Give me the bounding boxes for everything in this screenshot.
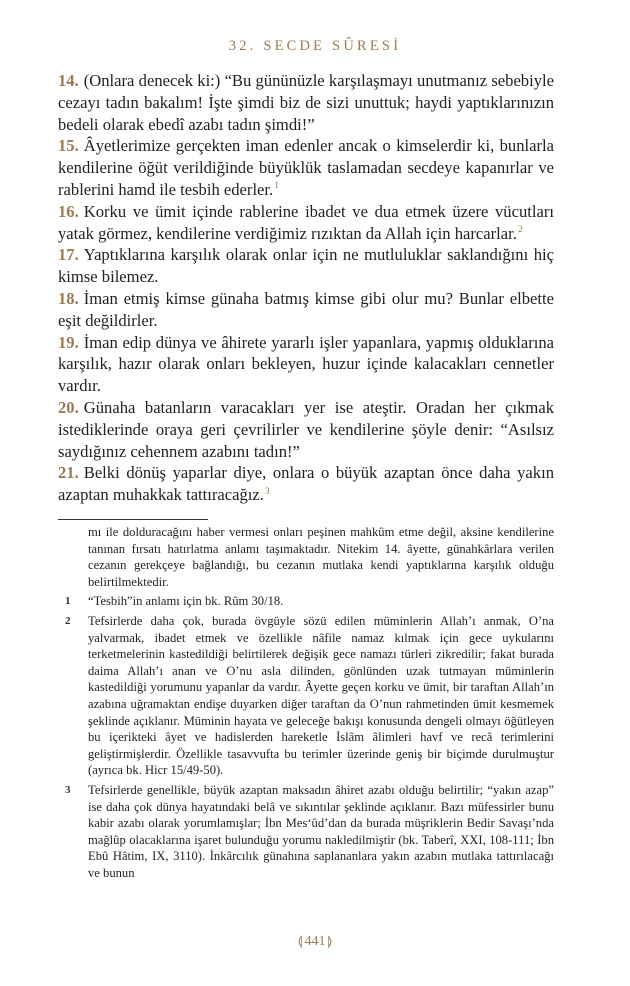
verse-text: İman etmiş kimse günaha batmış kimse gibi olur mu? Bunlar elbette eşit değildirler. <box>58 288 554 330</box>
verse-item <box>58 332 554 397</box>
verse-number: 20. <box>58 397 79 417</box>
page-header: 32. SECDE SÛRESİ <box>228 38 402 54</box>
page-number <box>0 933 630 950</box>
page-number-value: 441 <box>304 934 326 949</box>
verse-number: 19. <box>58 332 79 352</box>
footnote-item <box>58 782 554 882</box>
footnote-reference[interactable]: 1 <box>274 181 279 192</box>
footnote-text: Tefsirlerde daha çok, burada övgüyle sözü edilen müminlerin Allah’ı anmak, O’na yalvarmak, ibadet etmek ve özellikle nâfile namaz kılmak için gece uykularını terketmelerinin kastedildiği belirtilerek değişik gece namazı türleri zikredilir; fakat burada daima Allah’ı anan ve O’nu asla dilinden, gönlünden uzak tutmayan müminlerin kastedildiği yorumunu yapanlar da vardır. Âyette geçen korku ve ümit, bir taraftan Allah’ın azabına uğramaktan endişe duyarken diğer taraftan da O’nun rahmetinden ümit kesmemek şeklinde açıklanır. Müminin hayata ve geleceğe bakışı konusunda dengeli olmayı öğütleyen bu içerikteki âyet ve hadislerden hareketle İslâm âlimleri havf ve recâ terimlerini geliştirmişlerdir. Özellikle tasavvufta bu terimler üzerinde geniş bir biçimde durulmuştur (ayrıca bk. Hicr 15/49-50). <box>88 613 554 778</box>
verse-number: 17. <box>58 245 79 265</box>
footnote-reference[interactable]: 2 <box>517 225 523 236</box>
left-ornament-icon: ⟬ <box>297 933 303 948</box>
verse-item <box>58 135 554 200</box>
verse-text: Korku ve ümit içinde rablerine ibadet ve dua etmek üzere vücutları yatak görmez, kendilerine verdiğimiz rızıktan da Allah için harcarlar. <box>58 201 554 243</box>
verse-number: 14. <box>58 71 79 90</box>
footnote-reference[interactable]: 3 <box>264 486 270 497</box>
verse-item <box>58 244 554 288</box>
verse-text: (Onlara denecek ki:) “Bu gününüzle karşılaşmayı unutmanız sebebiyle cezayı tadın bakalım! İşte şimdi biz de sizi unuttuk; haydi yaptıklarınızın bedeli olarak ebedî azabı tadın şimdi!” <box>58 71 554 134</box>
footnote-list <box>58 524 554 881</box>
verse-text: Günaha batanların varacakları yer ise ateştir. Oradan her çıkmak istediklerinde oraya geri çevrilirler ve kendilerine şöyle denir: “Asılsız saydığınız cehennem azabını tadın!” <box>58 397 554 461</box>
verse-item <box>58 70 554 135</box>
verse-item <box>58 288 554 332</box>
verse-text: Âyetlerimize gerçekten iman edenler ancak o kimselerdir ki, bunlarla kendilerine öğüt verildiğinde büyüklük taslamadan secdeye kapanırlar ve rablerini hamd ile tesbih ederler. <box>58 136 554 199</box>
verse-text: Belki dönüş yaparlar diye, onlara o büyük azaptan önce daha yakın azaptan muhakkak tattıracağız. <box>58 463 554 505</box>
footnote-item <box>58 524 554 590</box>
verse-number: 18. <box>58 288 79 308</box>
footnote-text: Tefsirlerde genellikle, büyük azaptan maksadın âhiret azabı olduğu belirtilir; “yakın azap” ise daha çok dünya hayatındaki belâ ve sıkıntılar şeklinde açıklanır. Bazı müfessirler bunu kabir azabı olarak yorumlamışlar; İbn Mes‘ûd’dan da burada müşriklerin Bedir Savaşı’nda mağlûp olacaklarına işaret bulunduğu yorumu nakledilmiştir (bk. Taberî, XXI, 108-111; İbn Ebû Hâtim, IX, 3110). İnkârcılık günahına saplananlara yakın azabın mutlaka tattırılacağı ve bunun <box>88 782 554 880</box>
verse-item <box>58 397 554 462</box>
verse-number: 16. <box>58 201 79 221</box>
footnote-divider <box>58 519 208 520</box>
verse-list <box>58 70 554 506</box>
verse-text: İman edip dünya ve âhirete yararlı işler yapanlara, yapmış olduklarına karşılık, hazır olarak onları bekleyen, huzur içinde kalacakları cennetler vardır. <box>58 332 554 396</box>
verse-number: 15. <box>58 136 79 156</box>
footnote-number: 3 <box>65 783 71 796</box>
footnote-text: “Tesbih”in anlamı için bk. Rûm 30/18. <box>88 594 284 609</box>
footnote-number: 1 <box>65 595 71 608</box>
footnote-text: mı ile dolduracağını haber vermesi onları peşinen mahkûm etme değil, aksine kendilerine tanınan fırsatı hatırlatma anlamı taşımaktadır. Nitekim 14. âyette, günahkârlara verilen cezanın gerekçeye bağlandığı, bu cezanın mutlaka kendi yaptıklarına karşılık olduğu belirtilmektedir. <box>88 525 554 589</box>
verse-number: 21. <box>58 463 79 483</box>
footnote-number: 2 <box>65 614 71 627</box>
right-ornament-icon: ⟭ <box>327 933 333 948</box>
verse-text: Yaptıklarına karşılık olarak onlar için ne mutluluklar saklandığını hiç kimse bilemez. <box>58 245 554 287</box>
footnote-item <box>58 593 554 610</box>
footnote-item <box>58 613 554 779</box>
verse-item <box>58 201 554 245</box>
verse-item <box>58 462 554 506</box>
